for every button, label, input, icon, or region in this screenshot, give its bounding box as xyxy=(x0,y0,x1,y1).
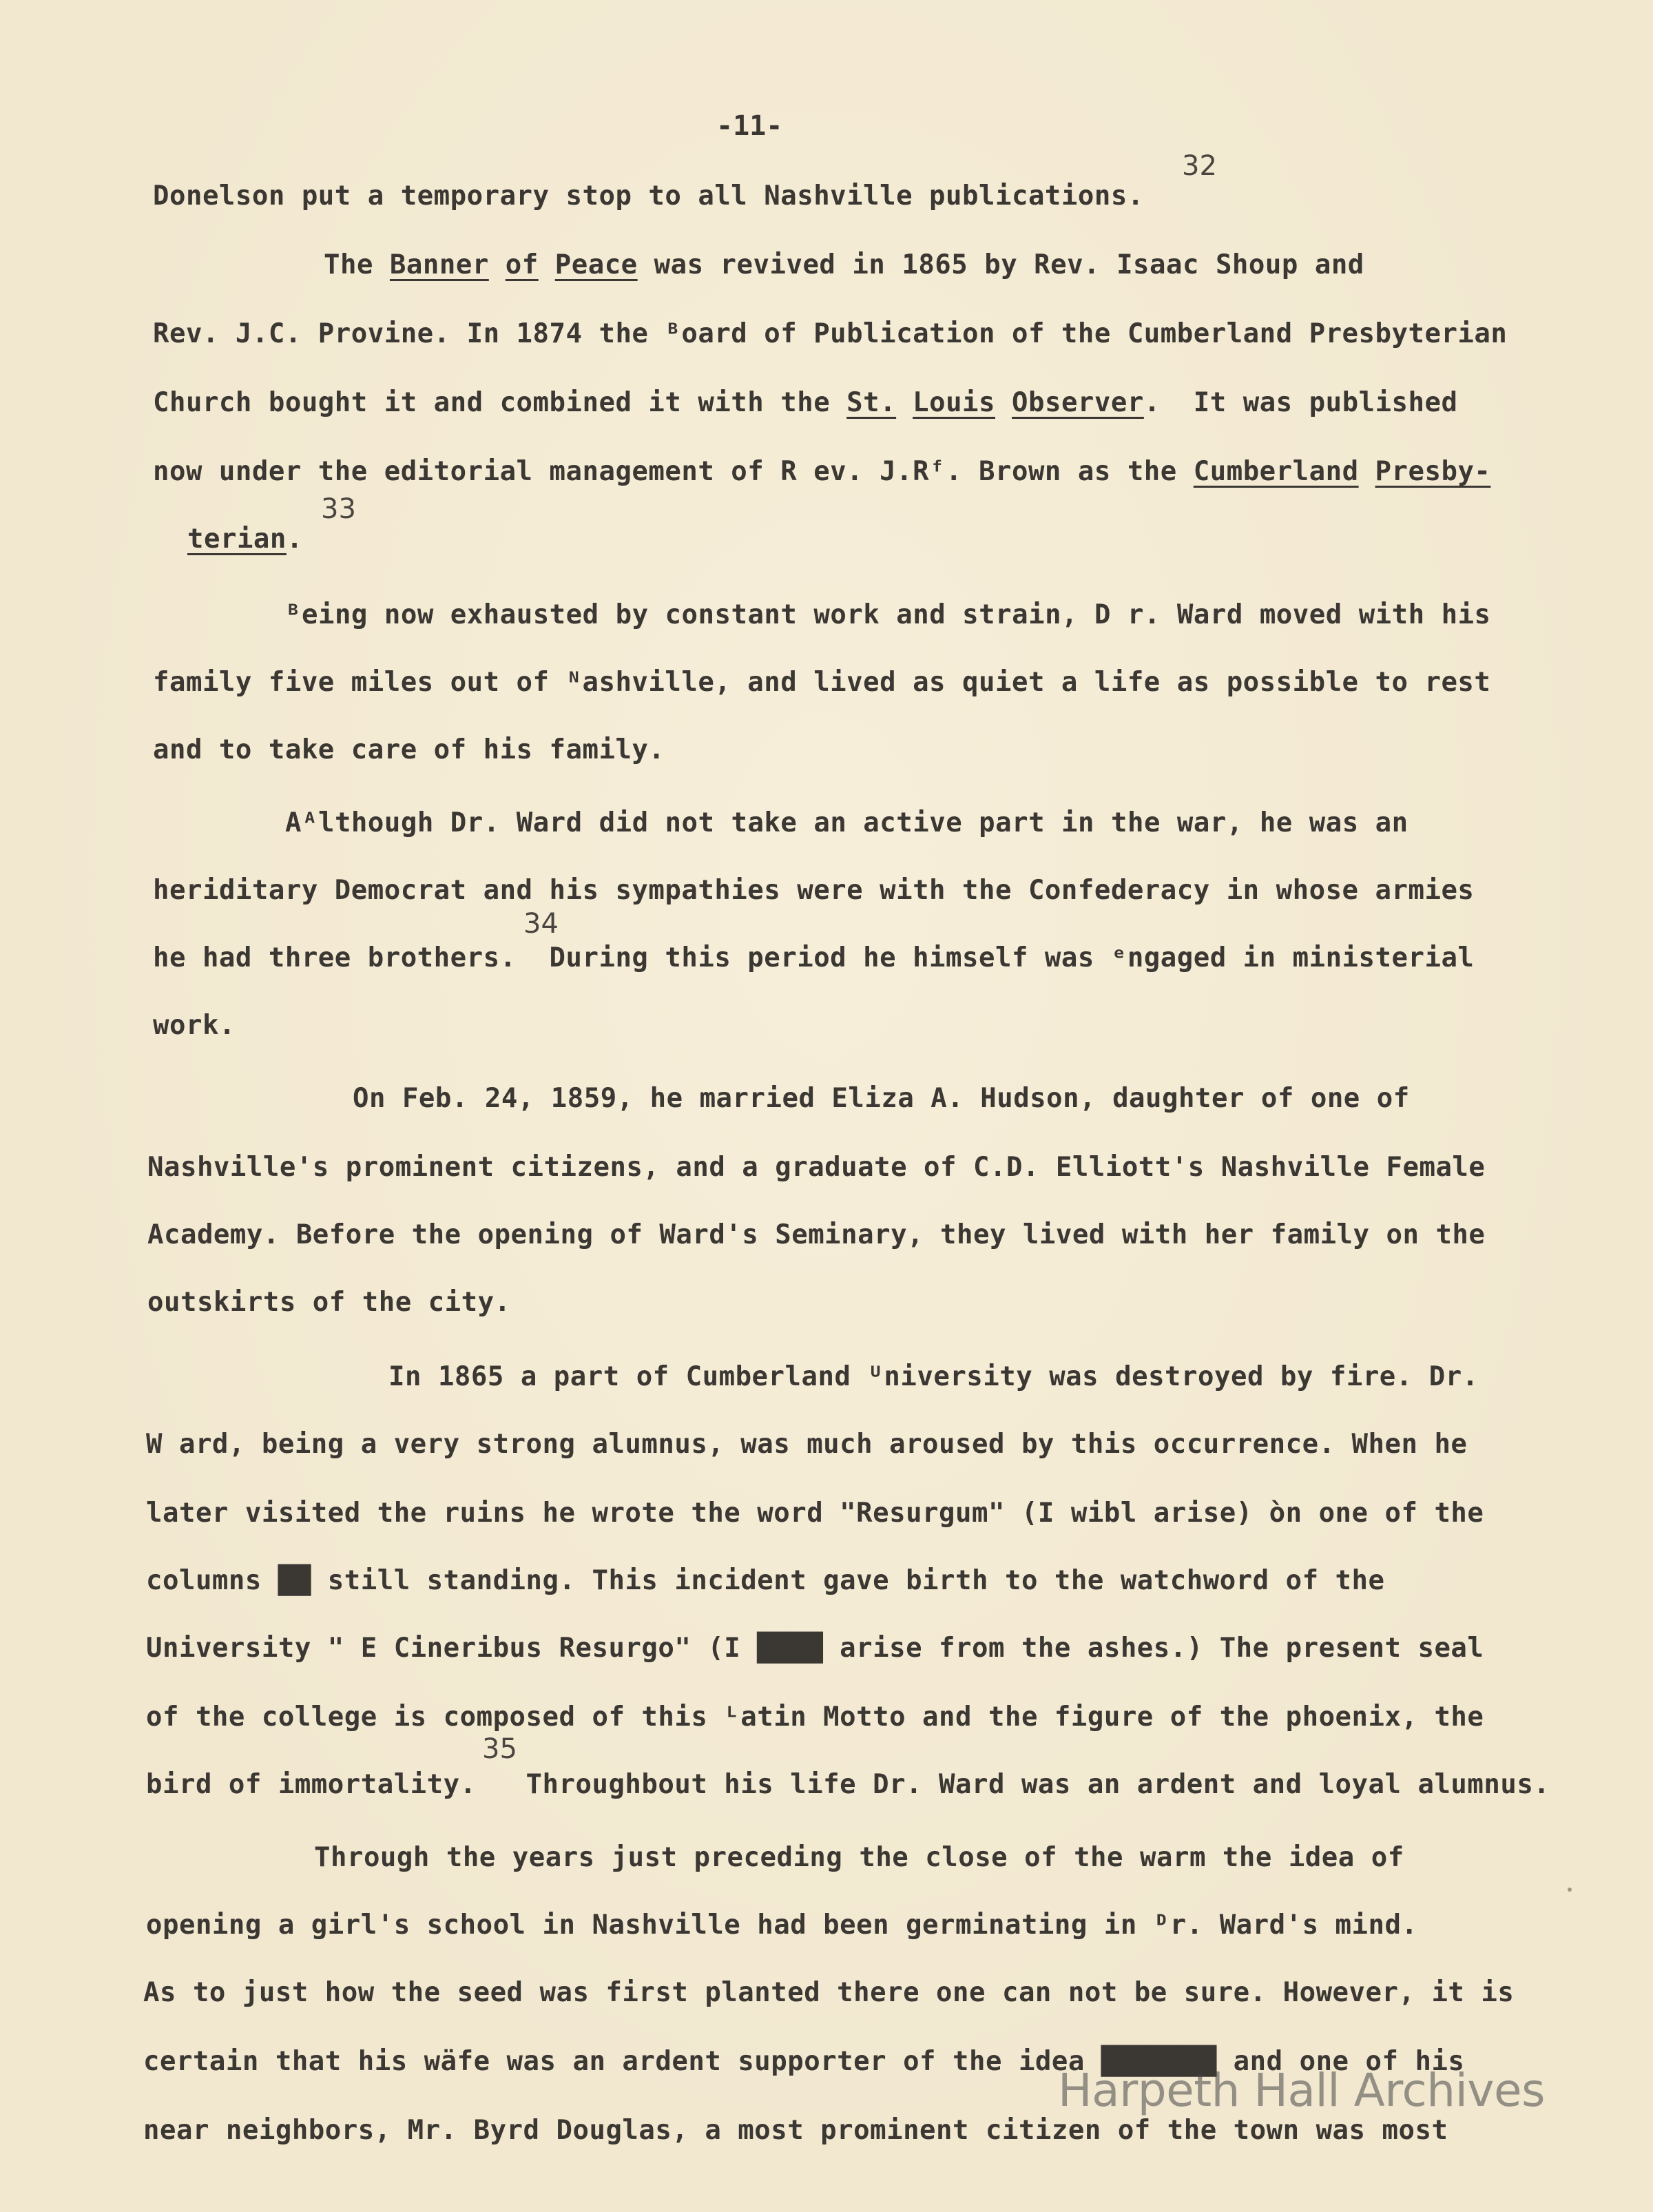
text-line-6 xyxy=(187,524,303,555)
italic-title-banner: Banner xyxy=(389,249,489,280)
text-line-3: Rev. J.C. Provine. In 1874 the ᴮoard of Publication of the Cumberland Presbyterian xyxy=(153,318,1508,349)
text-line-16: Academy. Before the opening of Ward's Seminary, they lived with her family on the xyxy=(147,1219,1486,1250)
text-segment xyxy=(995,387,1012,418)
italic-title-cumberland: Cumberland xyxy=(1193,456,1359,487)
italic-title-louis: Louis xyxy=(913,387,996,418)
text-line-8: family five miles out of ᴺashville, and lived as quiet a life as possible to rest xyxy=(153,667,1491,698)
text-line-24: bird of immortality. Throughbout his life Dr. Ward was an ardent and loyal alumnus. xyxy=(146,1769,1550,1800)
italic-title-of: of xyxy=(505,249,539,280)
text-line-15: Nashville's prominent citizens, and a graduate of C.D. Elliott's Nashville Female xyxy=(147,1152,1486,1183)
page-number: -11- xyxy=(716,110,783,142)
text-line-18: In 1865 a part of Cumberland ᵁniversity was destroyed by fire. Dr. xyxy=(388,1361,1479,1392)
text-segment xyxy=(896,387,913,418)
text-line-1: Donelson put a temporary stop to all Nashville publications. xyxy=(153,180,1144,211)
text-line-29: near neighbors, Mr. Byrd Douglas, a most prominent citizen of the town was most xyxy=(143,2115,1448,2146)
text-line-23: of the college is composed of this ᴸatin Motto and the figure of the phoenix, the xyxy=(146,1702,1484,1733)
italic-title-st: St. xyxy=(846,387,897,418)
text-segment: now under the editorial management of R ev. J.Rᶠ. Brown as the xyxy=(153,456,1194,487)
italic-title-peace: Peace xyxy=(554,249,638,280)
text-line-12: he had three brothers. During this period he himself was ᵉngaged in ministerial xyxy=(153,942,1475,973)
text-line-20: later visited the ruins he wrote the word "Resurgum" (I wibl arise) òn one of the xyxy=(146,1498,1484,1529)
text-line-25: Through the years just preceding the close of the warm the idea of xyxy=(314,1842,1404,1873)
footnote-marker-35: 35 xyxy=(482,1733,517,1765)
text-line-4 xyxy=(153,387,1457,419)
text-segment xyxy=(539,249,555,280)
text-segment: . xyxy=(286,524,303,555)
paper-speck xyxy=(1568,1888,1572,1892)
text-line-9: and to take care of his family. xyxy=(153,734,665,765)
archive-watermark: Harpeth Hall Archives xyxy=(1058,2064,1545,2117)
italic-title-presby: Presby- xyxy=(1375,456,1491,487)
text-line-13: work. xyxy=(153,1010,236,1041)
text-line-22: University " E Cineribus Resurgo" (I ████ arise from the ashes.) The present seal xyxy=(146,1633,1484,1664)
text-line-2 xyxy=(324,249,1364,281)
text-line-14: On Feb. 24, 1859, he married Eliza A. Hudson, daughter of one of xyxy=(353,1083,1410,1114)
text-segment: Church bought it and combined it with the xyxy=(153,387,847,418)
text-segment: was revived in 1865 by Rev. Isaac Shoup and xyxy=(637,249,1364,280)
text-line-21: columns ██ still standing. This incident gave birth to the watchword of the xyxy=(146,1565,1385,1596)
text-line-26: opening a girl's school in Nashville had been germinating in ᴰr. Ward's mind. xyxy=(146,1910,1418,1941)
text-segment xyxy=(489,249,506,280)
text-segment: . It was published xyxy=(1143,387,1458,418)
text-line-17: outskirts of the city. xyxy=(147,1287,511,1318)
footnote-marker-33: 33 xyxy=(321,493,356,525)
text-line-5 xyxy=(153,456,1490,488)
italic-title-terian: terian xyxy=(187,524,287,555)
italic-title-observer: Observer xyxy=(1012,387,1144,418)
footnote-marker-32: 32 xyxy=(1182,150,1217,182)
text-line-10: Aᴬlthough Dr. Ward did not take an active part in the war, he was an xyxy=(285,807,1408,838)
text-line-7: ᴮeing now exhausted by constant work and strain, D r. Ward moved with his xyxy=(285,599,1491,630)
text-line-27: As to just how the seed was first planted there one can not be sure. However, it is xyxy=(143,1977,1515,2008)
text-line-11: heriditary Democrat and his sympathies were with the Confederacy in whose armies xyxy=(153,875,1475,906)
footnote-marker-34: 34 xyxy=(523,908,559,940)
text-line-19: W ard, being a very strong alumnus, was much aroused by this occurrence. When he xyxy=(146,1429,1468,1460)
text-line-28: certain that his wäfe was an ardent supporter of the idea ███████ and one of his xyxy=(143,2046,1465,2077)
text-segment xyxy=(1359,456,1375,487)
text-segment: The xyxy=(324,249,390,280)
